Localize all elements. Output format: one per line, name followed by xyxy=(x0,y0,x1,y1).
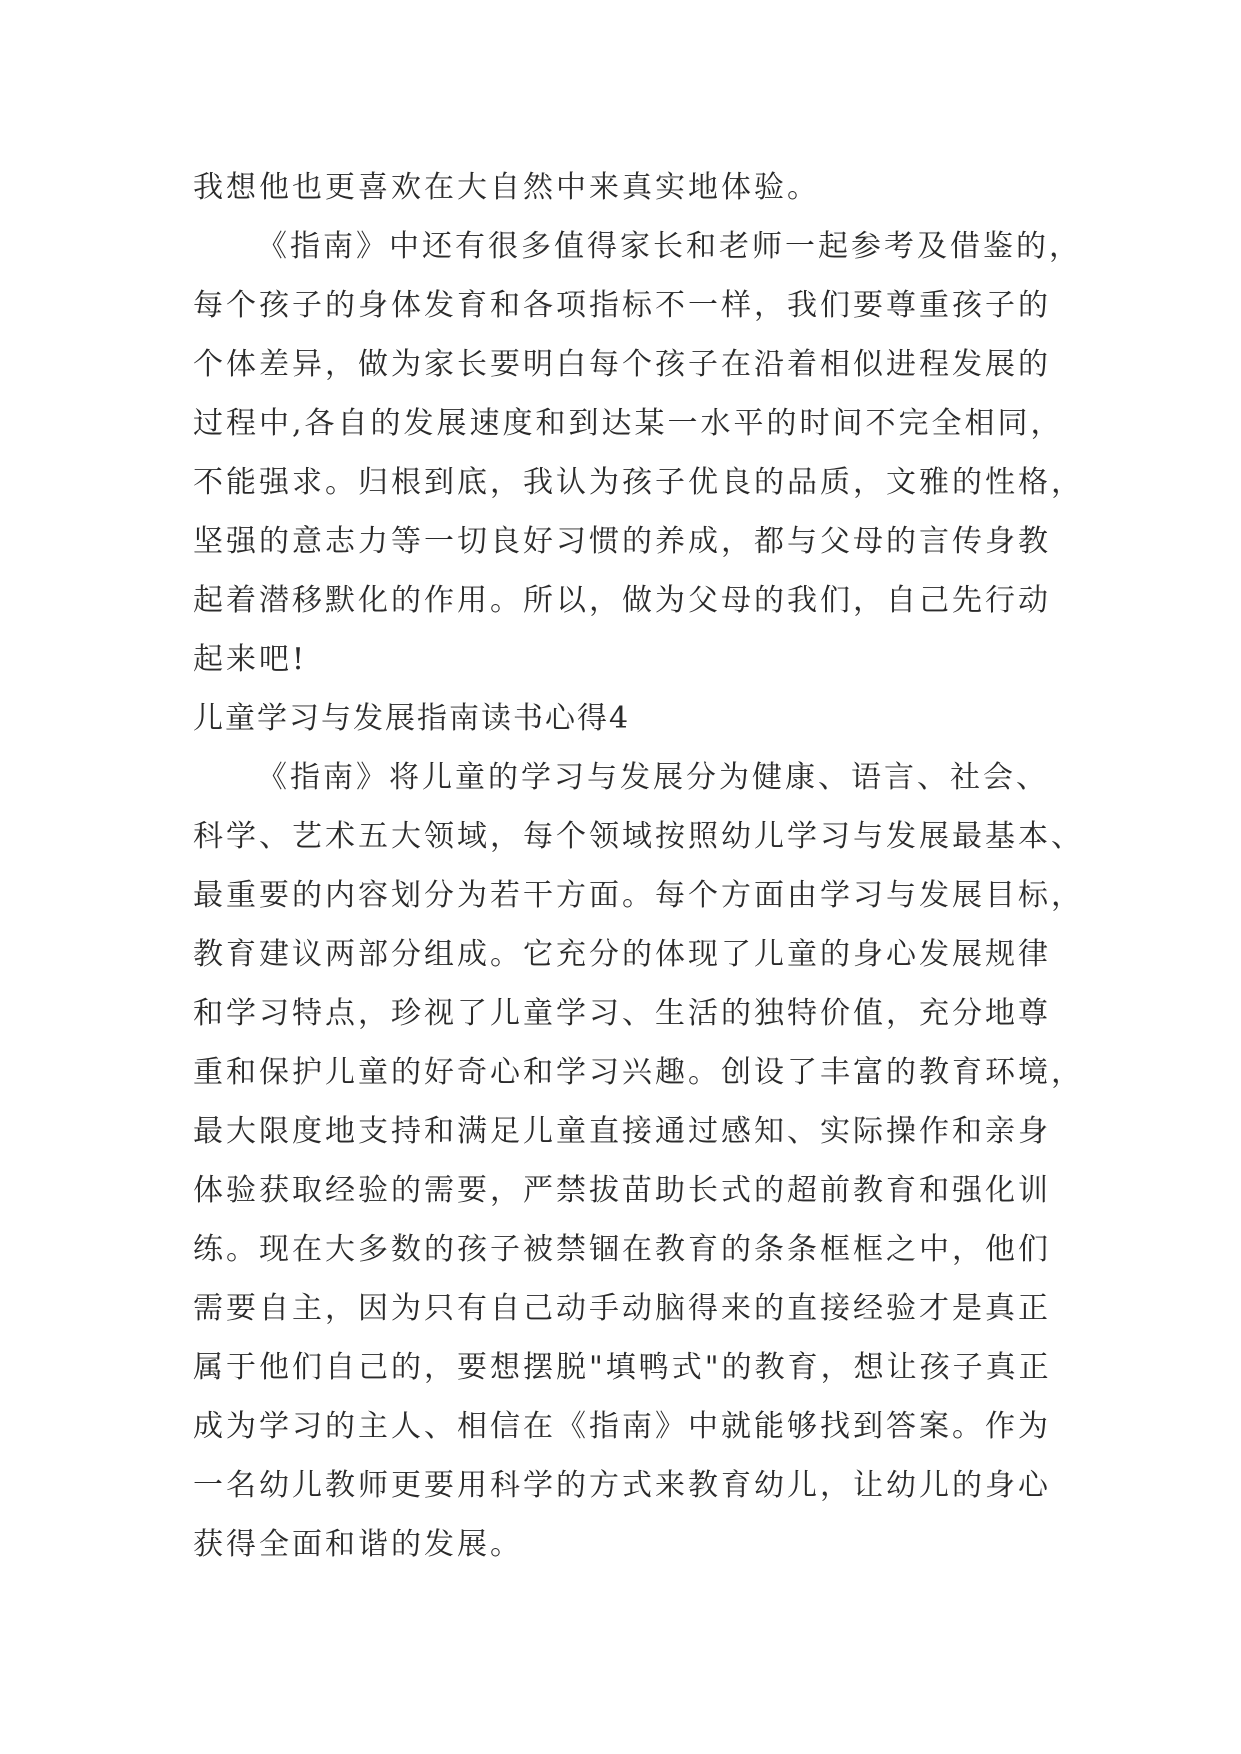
paragraph-line: 获得全面和谐的发展。 xyxy=(193,1527,523,1562)
paragraph-line: 起来吧! xyxy=(193,642,308,677)
paragraph-line: 不能强求。归根到底，我认为孩子优良的品质，文雅的性格， xyxy=(193,465,1084,500)
paragraph-line: 过程中,各自的发展速度和到达某一水平的时间不完全相同， xyxy=(193,406,1064,441)
paragraph-line: 个体差异，做为家长要明白每个孩子在沿着相似进程发展的 xyxy=(193,347,1051,382)
paragraph-line: 最重要的内容划分为若干方面。每个方面由学习与发展目标， xyxy=(193,878,1084,913)
document-body xyxy=(193,158,1084,1574)
paragraph-line: 重和保护儿童的好奇心和学习兴趣。创设了丰富的教育环境， xyxy=(193,1055,1084,1090)
paragraph-line: 练。现在大多数的孩子被禁锢在教育的条条框框之中，他们 xyxy=(193,1232,1051,1267)
paragraph-line: 《指南》将儿童的学习与发展分为健康、语言、社会、 xyxy=(257,760,1049,795)
paragraph-line: 体验获取经验的需要，严禁拔苗助长式的超前教育和强化训 xyxy=(193,1173,1051,1208)
paragraph-line: 《指南》中还有很多值得家长和老师一起参考及借鉴的， xyxy=(257,229,1082,264)
paragraph-line: 起着潜移默化的作用。所以，做为父母的我们，自己先行动 xyxy=(193,583,1051,618)
paragraph-line: 最大限度地支持和满足儿童直接通过感知、实际操作和亲身 xyxy=(193,1114,1051,1149)
paragraph-line: 属于他们自己的，要想摆脱"填鸭式"的教育，想让孩子真正 xyxy=(193,1350,1052,1385)
paragraph-line: 和学习特点，珍视了儿童学习、生活的独特价值，充分地尊 xyxy=(193,996,1051,1031)
paragraph-line: 成为学习的主人、相信在《指南》中就能够找到答案。作为 xyxy=(193,1409,1051,1444)
paragraph-line: 我想他也更喜欢在大自然中来真实地体验。 xyxy=(193,170,820,205)
paragraph-line: 每个孩子的身体发育和各项指标不一样，我们要尊重孩子的 xyxy=(193,288,1051,323)
paragraph-line: 需要自主，因为只有自己动手动脑得来的直接经验才是真正 xyxy=(193,1291,1051,1326)
section-heading: 儿童学习与发展指南读书心得4 xyxy=(193,701,631,736)
paragraph-line: 坚强的意志力等一切良好习惯的养成，都与父母的言传身教 xyxy=(193,524,1051,559)
paragraph-line: 一名幼儿教师更要用科学的方式来教育幼儿，让幼儿的身心 xyxy=(193,1468,1051,1503)
paragraph-line: 科学、艺术五大领域，每个领域按照幼儿学习与发展最基本、 xyxy=(193,819,1084,854)
paragraph-line: 教育建议两部分组成。它充分的体现了儿童的身心发展规律 xyxy=(193,937,1051,972)
